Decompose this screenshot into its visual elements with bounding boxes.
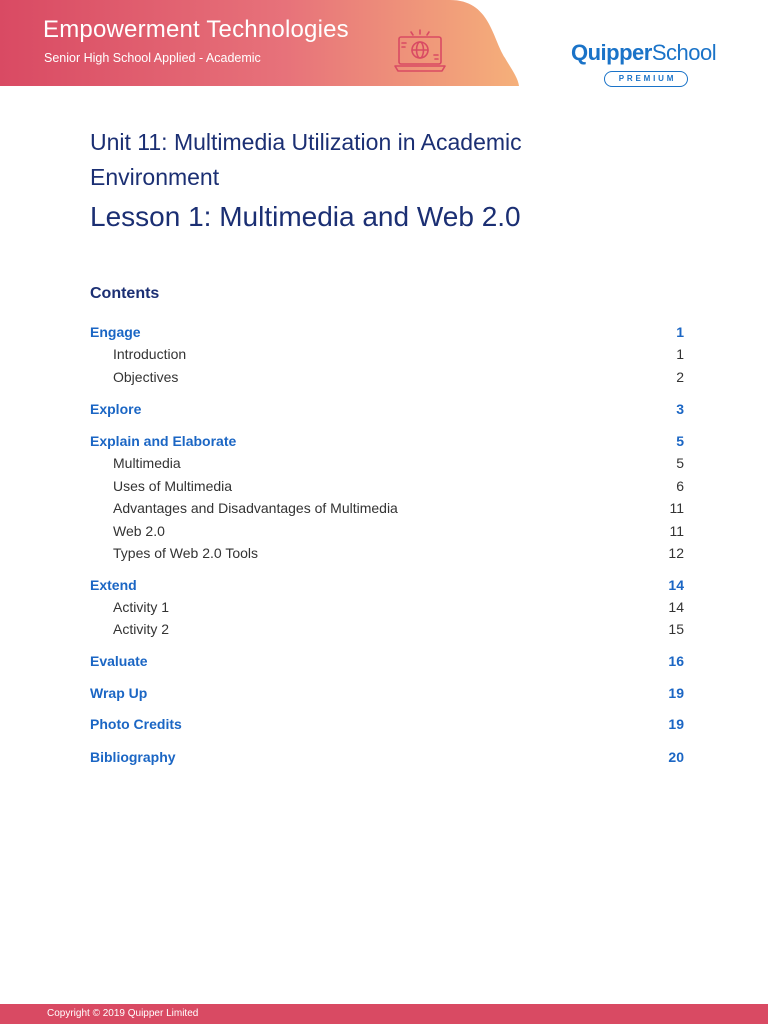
toc-entry-label: Types of Web 2.0 Tools — [113, 545, 259, 561]
footer-bar — [0, 1004, 768, 1024]
toc-entry-label: Bibliography — [90, 749, 176, 765]
toc-section-entry[interactable] — [90, 322, 684, 342]
toc-subsection-entry[interactable] — [90, 619, 684, 639]
toc-section-entry[interactable] — [90, 431, 684, 451]
course-subtitle: Senior High School Applied - Academic — [44, 51, 261, 65]
toc-subsection-entry[interactable] — [90, 453, 684, 473]
toc-entry-label: Activity 2 — [113, 621, 170, 637]
toc-subsection-entry[interactable] — [90, 498, 684, 518]
toc-section-entry[interactable] — [90, 575, 684, 595]
toc-entry-label: Explore — [90, 401, 142, 417]
toc-subsection-entry[interactable] — [90, 476, 684, 496]
toc-entry-label: Evaluate — [90, 653, 148, 669]
toc-entry-label: Explain and Elaborate — [90, 433, 237, 449]
toc-section-entry[interactable] — [90, 651, 684, 671]
toc-entry-page-number: 1 — [676, 324, 684, 340]
toc-section-entry[interactable] — [90, 714, 684, 734]
unit-title: Unit 11: Multimedia Utilization in Academic Environment — [90, 129, 522, 190]
toc-entry-page-number: 11 — [669, 500, 684, 516]
toc-entry-page-number: 16 — [668, 653, 684, 669]
toc-entry-label: Uses of Multimedia — [113, 478, 233, 494]
toc-entry-page-number: 14 — [668, 577, 684, 593]
toc-subsection-entry[interactable] — [90, 344, 684, 364]
course-title: Empowerment Technologies — [43, 16, 349, 43]
toc-entry-page-number: 12 — [668, 545, 684, 561]
logo-part-school: School — [651, 40, 717, 65]
premium-badge: PREMIUM — [604, 71, 688, 87]
toc-section-entry[interactable] — [90, 399, 684, 419]
toc-entry-label: Extend — [90, 577, 137, 593]
toc-entry-page-number: 15 — [668, 621, 684, 637]
toc-subsection-entry[interactable] — [90, 521, 684, 541]
toc-entry-page-number: 19 — [668, 716, 684, 732]
toc-section-entry[interactable] — [90, 683, 684, 703]
toc-entry-page-number: 11 — [669, 523, 684, 539]
toc-entry-label: Web 2.0 — [113, 523, 165, 539]
toc-entry-page-number: 2 — [676, 369, 684, 385]
toc-subsection-entry[interactable] — [90, 597, 684, 617]
toc-entry-page-number: 5 — [676, 455, 684, 471]
toc-entry-page-number: 14 — [668, 599, 684, 615]
lesson-title: Lesson 1: Multimedia and Web 2.0 — [90, 201, 521, 232]
toc-entry-page-number: 19 — [668, 685, 684, 701]
toc-entry-label: Wrap Up — [90, 685, 148, 701]
contents-heading: Contents — [90, 285, 160, 302]
toc-entry-page-number: 3 — [676, 401, 684, 417]
toc-entry-page-number: 6 — [676, 478, 684, 494]
toc-entry-label: Introduction — [113, 346, 187, 362]
toc-entry-page-number: 20 — [668, 749, 684, 765]
toc-section-entry[interactable] — [90, 747, 684, 767]
toc-entry-label: Photo Credits — [90, 716, 182, 732]
toc-subsection-entry[interactable] — [90, 543, 684, 563]
toc-entry-page-number: 5 — [676, 433, 684, 449]
toc-entry-label: Advantages and Disadvantages of Multimedia — [113, 500, 398, 516]
toc-entry-label: Engage — [90, 324, 141, 340]
toc-entry-label: Multimedia — [113, 455, 181, 471]
copyright-text: Copyright © 2019 Quipper Limited — [47, 1008, 199, 1019]
logo-part-quipper: Quipper — [571, 40, 652, 65]
toc-entry-label: Objectives — [113, 369, 179, 385]
toc-entry-label: Activity 1 — [113, 599, 170, 615]
toc-entry-page-number: 1 — [676, 346, 684, 362]
toc-subsection-entry[interactable] — [90, 367, 684, 387]
